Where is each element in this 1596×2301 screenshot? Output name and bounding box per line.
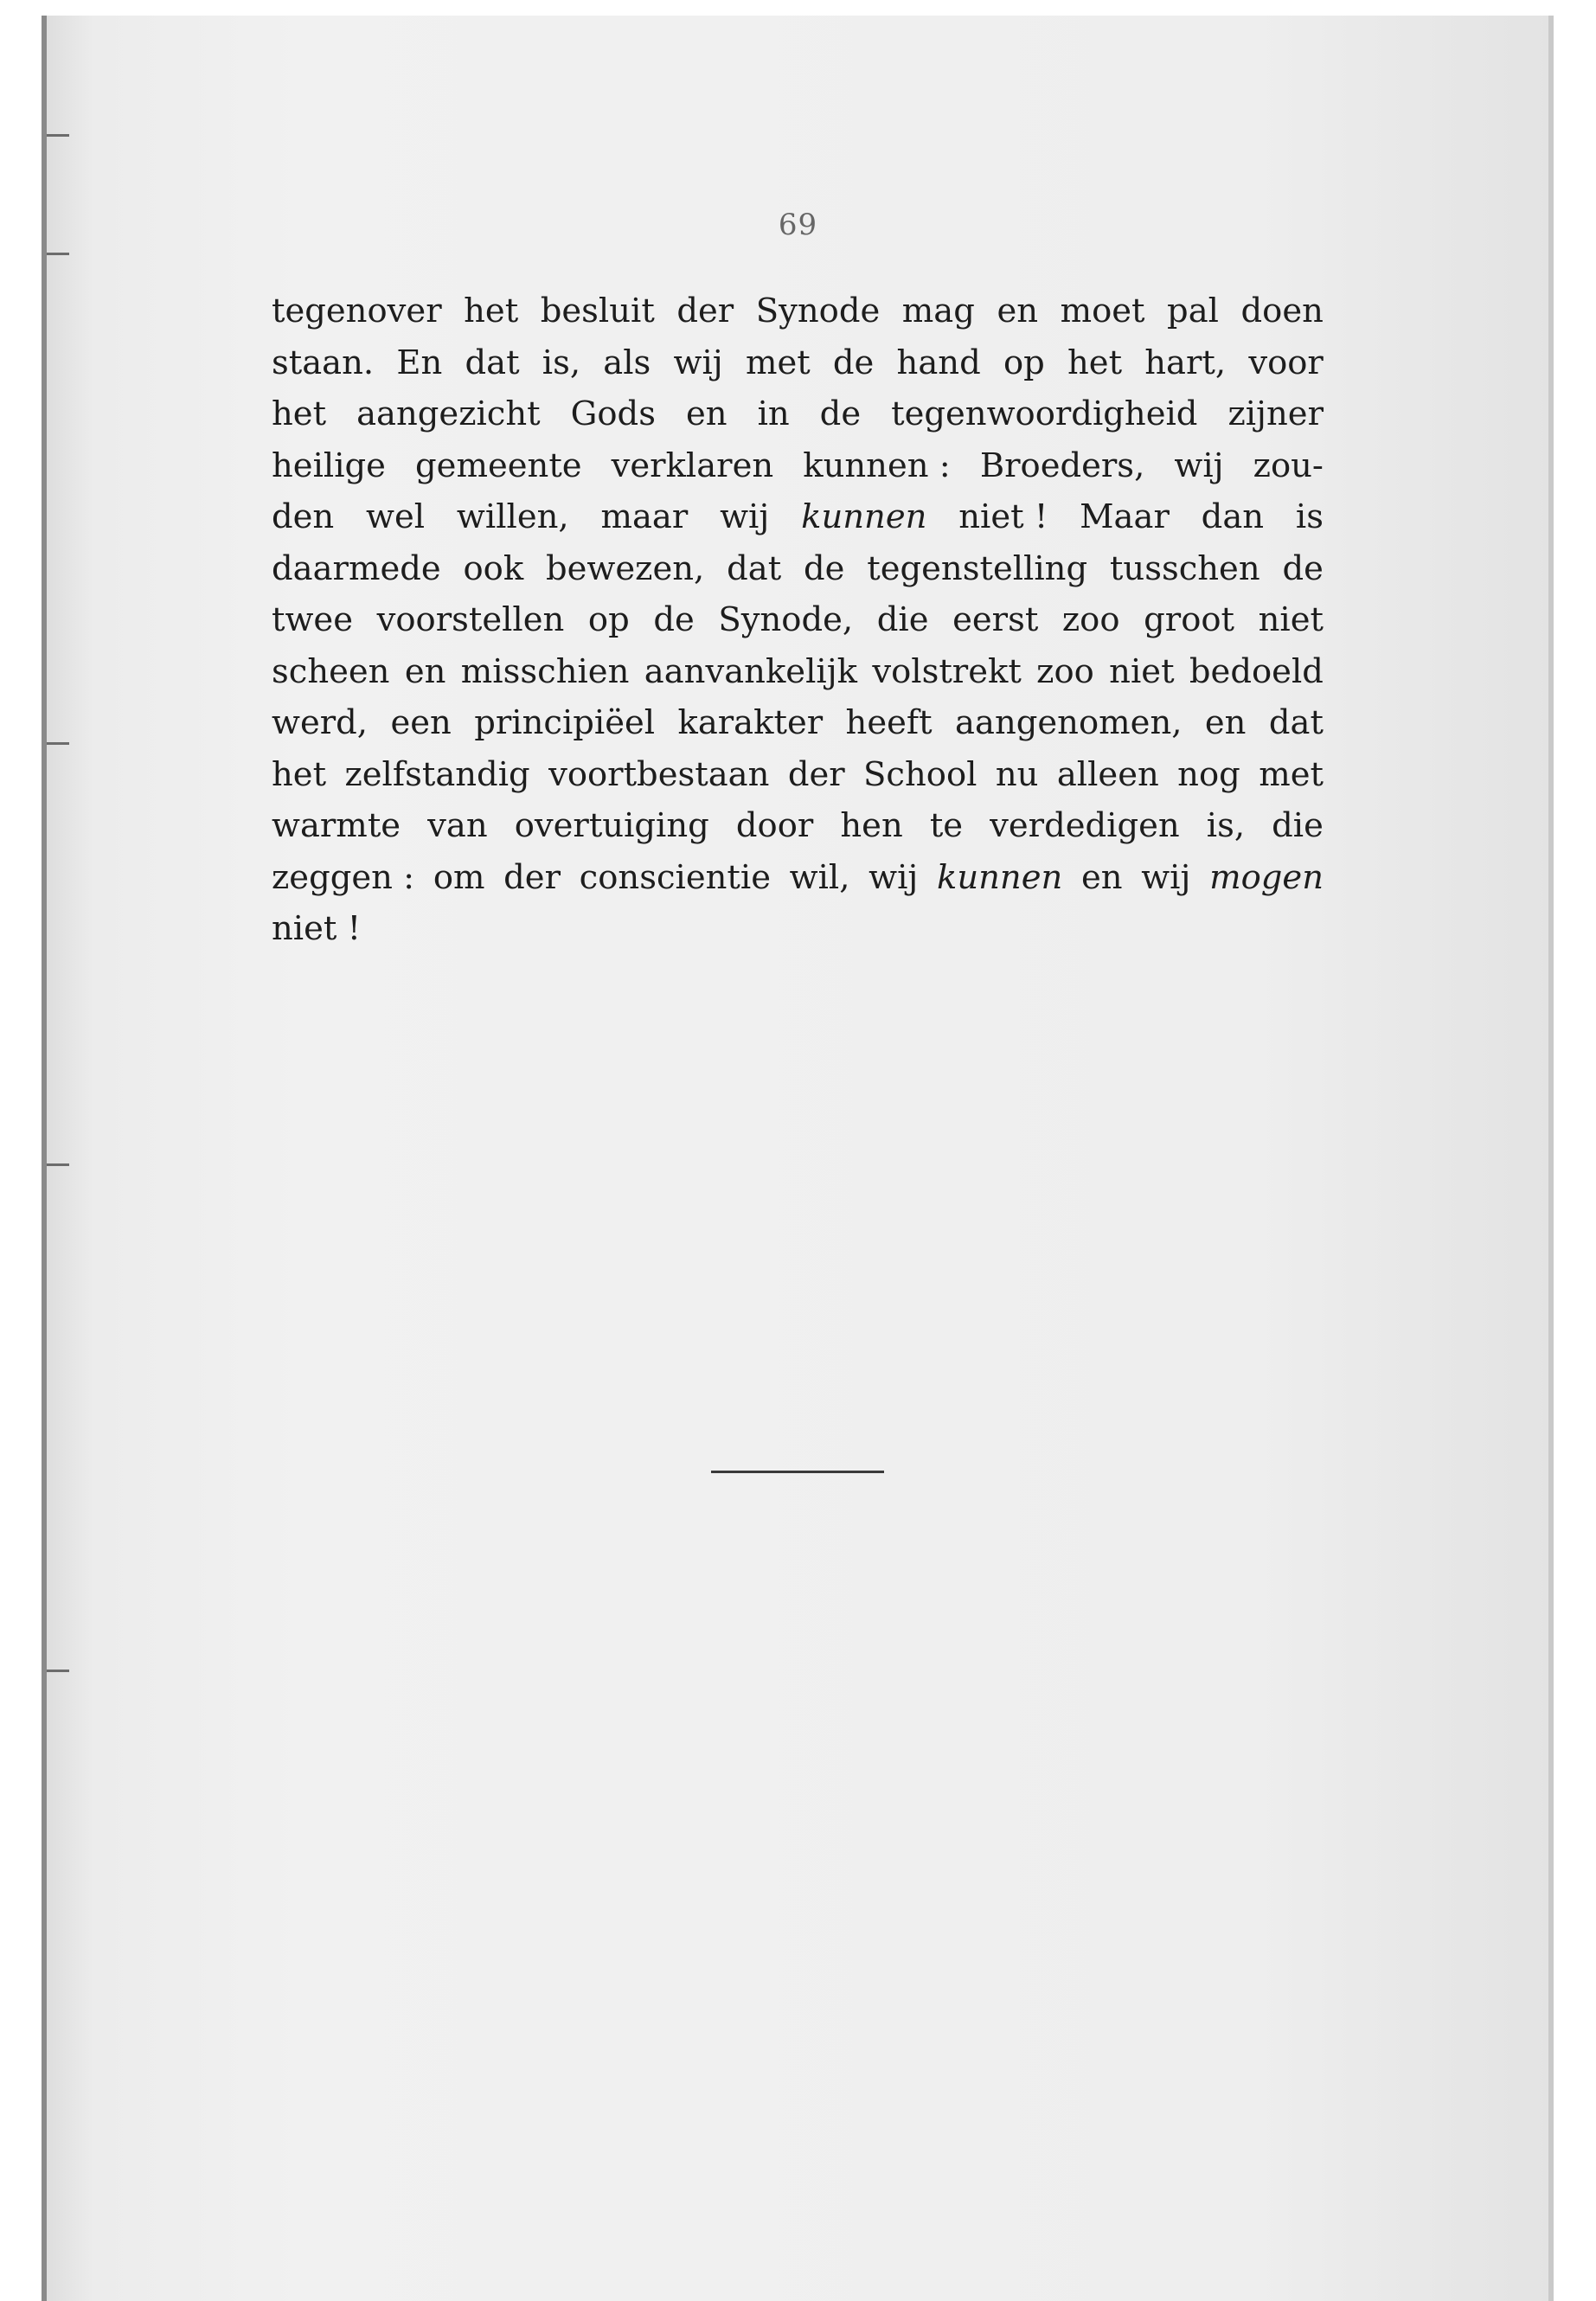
- word: de: [803, 548, 845, 588]
- word: die: [876, 600, 929, 639]
- word: tegenover: [272, 292, 442, 330]
- word: overtuiging: [514, 806, 709, 845]
- word: van: [427, 806, 488, 845]
- word: is,: [1206, 806, 1246, 845]
- word: warmte: [272, 806, 401, 845]
- word: tegenstelling: [867, 548, 1088, 588]
- word: de: [1282, 548, 1324, 588]
- word: hand: [896, 343, 981, 382]
- word: door: [735, 806, 814, 845]
- word: en: [1080, 857, 1123, 897]
- word: het: [1067, 343, 1123, 382]
- margin-mark: [47, 742, 69, 745]
- word: bedoeld: [1189, 651, 1324, 691]
- margin-mark: [47, 1163, 69, 1166]
- word: der: [787, 754, 845, 794]
- word: alleen: [1056, 754, 1159, 794]
- word: nu: [995, 754, 1039, 794]
- word: zelfstandig: [344, 754, 530, 794]
- word: niet: [1258, 600, 1324, 639]
- word: kunnen :: [803, 445, 951, 485]
- margin-mark: [47, 253, 69, 255]
- word: ook: [463, 548, 524, 588]
- word: wij: [673, 343, 723, 382]
- word: dat: [465, 343, 520, 382]
- word: is,: [542, 343, 581, 382]
- word: doen: [1240, 292, 1324, 330]
- word: voor: [1248, 343, 1324, 382]
- word: te: [929, 806, 964, 845]
- text-line: [272, 285, 1324, 337]
- word: gemeente: [415, 445, 582, 485]
- word: zou-: [1253, 445, 1324, 485]
- word: Synode,: [718, 600, 854, 639]
- word: nog: [1177, 754, 1240, 794]
- word: der: [676, 292, 734, 330]
- word: scheen: [272, 651, 390, 691]
- word: het: [272, 394, 327, 433]
- text-line: [272, 440, 1324, 492]
- word: Gods: [570, 394, 656, 433]
- word: in: [757, 394, 790, 433]
- word: verklaren: [611, 445, 774, 485]
- word: kunnen: [937, 857, 1063, 897]
- word: op: [587, 600, 630, 639]
- word: den: [272, 497, 335, 536]
- word: mag: [901, 292, 975, 330]
- word: die: [1272, 806, 1324, 845]
- word: Broeders,: [979, 445, 1145, 485]
- word: willen,: [456, 497, 569, 536]
- word: en: [997, 292, 1039, 330]
- word: verdedigen: [990, 806, 1180, 845]
- word: aangenomen,: [955, 703, 1183, 742]
- word: karakter: [677, 703, 824, 742]
- word: kunnen: [801, 497, 927, 536]
- word: voorstellen: [376, 600, 565, 639]
- word: om: [433, 857, 485, 897]
- text-line: [272, 594, 1324, 646]
- text-line: [272, 491, 1324, 543]
- word: tegenwoordigheid: [891, 394, 1198, 433]
- word: aangezicht: [356, 394, 541, 433]
- word: op: [1003, 343, 1045, 382]
- word: de: [832, 343, 875, 382]
- word: zeggen :: [272, 857, 415, 897]
- word: der: [503, 857, 561, 897]
- word: en: [1204, 703, 1247, 742]
- text-line: [272, 749, 1324, 801]
- word: zijner: [1227, 394, 1324, 433]
- word: het: [464, 292, 519, 330]
- word: zoo: [1036, 651, 1094, 691]
- word: heeft: [845, 703, 933, 742]
- word: dan: [1201, 497, 1265, 536]
- word: hart,: [1144, 343, 1227, 382]
- word: maar: [600, 497, 689, 536]
- word: Maar: [1080, 497, 1170, 536]
- text-line: [272, 337, 1324, 389]
- word: werd,: [272, 703, 369, 742]
- word: moet: [1060, 292, 1145, 330]
- word: wij: [869, 857, 919, 897]
- word: wij: [720, 497, 770, 536]
- text-line: [272, 646, 1324, 698]
- word: eerst: [952, 600, 1039, 639]
- word: pal: [1167, 292, 1219, 330]
- word: heilige: [272, 445, 386, 485]
- word: het: [272, 754, 327, 794]
- word: de: [653, 600, 695, 639]
- word: besluit: [540, 292, 655, 330]
- word: de: [819, 394, 862, 433]
- word: niet !: [958, 497, 1048, 536]
- word: staan.: [272, 343, 375, 382]
- word: wij: [1141, 857, 1191, 897]
- word: als: [603, 343, 651, 382]
- text-line: [272, 543, 1324, 595]
- word: niet: [1109, 651, 1175, 691]
- text-line: [272, 697, 1324, 749]
- word: conscientie: [579, 857, 771, 897]
- word: voortbestaan: [548, 754, 770, 794]
- word: dat: [1268, 703, 1324, 742]
- word: mogen: [1209, 857, 1324, 897]
- word: principiëel: [474, 703, 656, 742]
- section-divider-rule: [711, 1471, 884, 1473]
- word: Synode: [755, 292, 881, 330]
- word: daarmede: [272, 548, 441, 588]
- word: zoo: [1061, 600, 1120, 639]
- word: niet !: [272, 909, 362, 948]
- word: aanvankelijk: [644, 651, 857, 691]
- word: met: [745, 343, 811, 382]
- word: tusschen: [1109, 548, 1260, 588]
- word: volstrekt: [872, 651, 1022, 691]
- body-paragraph: [272, 285, 1324, 955]
- word: groot: [1144, 600, 1235, 639]
- word: wij: [1174, 445, 1224, 485]
- word: En: [396, 343, 443, 382]
- word: dat: [727, 548, 782, 588]
- text-line: [272, 852, 1324, 904]
- word: een: [390, 703, 452, 742]
- page-left-edge: [42, 16, 47, 2301]
- word: wil,: [789, 857, 850, 897]
- text-line: [272, 800, 1324, 852]
- text-line: [272, 903, 1324, 955]
- page-number: 69: [778, 208, 818, 242]
- word: twee: [272, 600, 353, 639]
- word: hen: [840, 806, 903, 845]
- word: met: [1259, 754, 1324, 794]
- word: misschien: [460, 651, 630, 691]
- text-line: [272, 388, 1324, 440]
- word: en: [685, 394, 727, 433]
- margin-mark: [47, 1670, 69, 1672]
- margin-mark: [47, 134, 69, 137]
- word: School: [863, 754, 977, 794]
- word: wel: [366, 497, 426, 536]
- page-right-edge: [1548, 16, 1554, 2301]
- word: bewezen,: [546, 548, 705, 588]
- word: en: [404, 651, 446, 691]
- word: is: [1295, 497, 1324, 536]
